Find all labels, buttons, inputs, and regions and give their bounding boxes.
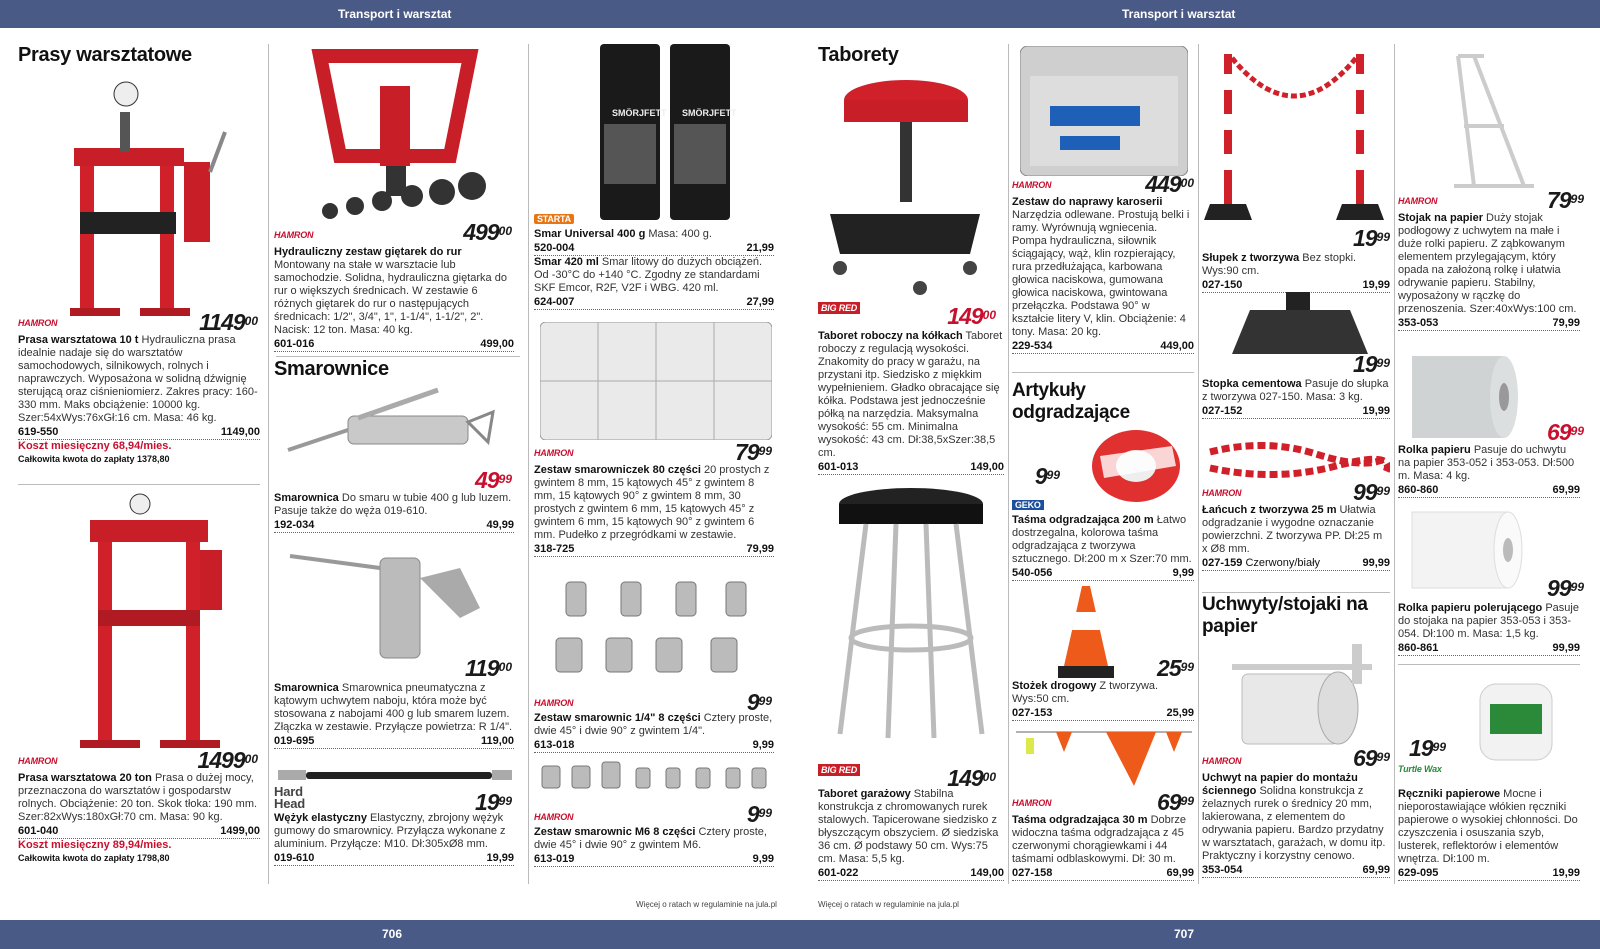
product-code-line[interactable]: 520-004 21,99 <box>534 242 774 254</box>
product-description: Wężyk elastyczny Elastyczny, zbrojony wężyk gumowy do smarownicy. Przyłącza wykonane z aluminium. Przyłącze: M10. Dł:305xØ8 mm. 019-610 19,99 <box>274 812 514 864</box>
price-tag: $9^{99}$ <box>1034 463 1060 489</box>
product-code-line[interactable]: 229-534 449,00 <box>1012 340 1194 352</box>
brand-logo-hamron: HAMRON <box>18 756 58 766</box>
product-code-line[interactable]: 624-007 27,99 <box>534 296 774 308</box>
price-tag: $25^{99}$ <box>1157 655 1194 681</box>
product-code-line[interactable]: 318-725 79,99 <box>534 543 774 555</box>
product-code-line[interactable]: 353-054 69,99 <box>1202 864 1390 876</box>
price-tag: $79^{99}$ <box>1547 187 1584 213</box>
brand-logo-hamron: HAMRON <box>534 812 574 822</box>
product-code-line[interactable]: 019-610 19,99 <box>274 852 514 864</box>
total-cost: Całkowita kwota do zapłaty 1798,80 <box>18 853 170 863</box>
wall-paper-holder-image <box>1232 644 1372 748</box>
grease-nipples-box-image <box>540 322 772 440</box>
product-code-line[interactable]: 027-152 19,99 <box>1202 405 1390 417</box>
product-description: Smarownica Smarownica pneumatyczna z kątowym uchwytem naboju, która może być stosowana z nabojami 400 g lub smarem luzem. Złączka w zestawie. Przyłącze powietrza: R 1/4". 019-695 119,00 <box>274 682 514 747</box>
product-description: Stożek drogowy Z tworzywa. Wys:50 cm. 027-153 25,99 <box>1012 680 1194 719</box>
monthly-cost: Koszt miesięczny 89,94/mies. <box>18 839 172 851</box>
brand-logo-hamron: HAMRON <box>1398 196 1438 206</box>
installment-note: Więcej o ratach w regulaminie na jula.pl <box>818 900 959 909</box>
product-description: Smar Universal 400 g Masa: 400 g. 520-004 21,99 Smar 420 ml Smar litowy do dużych obciążeń. Od -30°C do +140 °C. Zgodny ze standardami SKF Emcor, R2F, V2F i WBG. 420 ml. 624-007 27,99 <box>534 228 774 308</box>
pneumatic-grease-gun-image <box>280 538 510 668</box>
price-tag: $449^{00}$ <box>1145 171 1194 197</box>
monthly-cost: Koszt miesięczny 68,94/mies. <box>18 440 172 452</box>
divider <box>528 44 529 884</box>
price-tag: $99^{99}$ <box>1353 479 1390 505</box>
brand-logo-hamron: HAMRON <box>534 448 574 458</box>
product-description: Zestaw smarownic M6 8 części Cztery proste, dwie 45° i dwie 90° z gwintem M6. 613-019 9,99 <box>534 826 774 865</box>
product-code-line[interactable]: 019-695 119,00 <box>274 735 514 747</box>
product-description: Zestaw smarowniczek 80 części 20 prostych z gwintem 8 mm, 15 kątowych 45° z gwintem 8 mm, 15 kątowych 90° z gwintem 8 mm, 30 prostych z gwintem 6 mm, 15 kątowych 45° z gwintem 6 mm, 15 kątowych 90° z gwintem 6 mm. Pudełko z przegródkami w zestawie. 318-725 79,99 <box>534 464 774 555</box>
brand-logo-turtle: Turtle Wax <box>1398 764 1442 774</box>
brand-logo-starta: STARTA <box>534 214 574 224</box>
divider <box>1008 44 1009 884</box>
brand-logo-hamron: HAMRON <box>1012 180 1052 190</box>
divider <box>1394 44 1395 884</box>
grease-gun-image <box>278 382 508 472</box>
price-tag: $69^{99}$ <box>1353 745 1390 771</box>
divider <box>276 356 520 357</box>
price-tag: $49^{99}$ <box>475 467 512 493</box>
grease-nipples-1-4-image <box>546 578 766 688</box>
installment-note: Więcej o ratach w regulaminie na jula.pl <box>636 900 777 909</box>
product-description: Stopka cementowa Pasuje do słupka z tworzywa 027-150. Masa: 3 kg. 027-152 19,99 <box>1202 378 1390 417</box>
product-code-line[interactable]: 601-016 499,00 <box>274 338 514 350</box>
product-description: Prasa warsztatowa 10 t Hydrauliczna prasa idealnie nadaje się do warsztatów samochodowych, silnikowych, rolnych i naprawczych. Wyposażona w solidną dźwignię sterującą oraz ciśnieniomierz. Zakres pracy: 160-330 mm. Maks obciążenie: 10000 kg. Szer:54xWys:76xGł:16 cm. Masa: 46 kg. 619-550 1149,00 Koszt miesięczny 68,94/mies. Całkowita kwota do zapłaty 1378,80 <box>18 334 260 464</box>
price-tag: $149^{00}$ <box>947 765 996 791</box>
paper-stand-image <box>1444 46 1544 196</box>
page-header-left: Transport i warsztat <box>0 0 784 28</box>
grease-label: SMÖRJFETT <box>612 108 667 118</box>
product-code-line[interactable]: 601-022 149,00 <box>818 867 1004 879</box>
price-tag: 1499$^{00}$ <box>197 747 258 773</box>
product-description: Rolka papieru Pasuje do uchwytu na papier 353-052 i 353-053. Dł:500 m. Masa: 4 kg. 860-860 69,99 <box>1398 444 1580 496</box>
price-tag: $19^{99}$ <box>1353 225 1390 251</box>
grease-nipples-m6-image <box>538 760 772 792</box>
product-code-line[interactable]: 613-019 9,99 <box>534 853 774 865</box>
price-tag: $69^{99}$ <box>1157 789 1194 815</box>
price-tag: $19^{99}$ <box>1353 351 1390 377</box>
product-description: Taśma odgradzająca 30 m Dobrze widoczna taśma odgradzająca z 45 czerwonymi chorągiewkami i 44 taśmami odblaskowymi. Dł: 30 m. 027-158 69,99 <box>1012 814 1194 879</box>
product-code-line[interactable]: 860-861 99,99 <box>1398 642 1580 654</box>
product-description: Zestaw smarownic 1/4" 8 części Cztery proste, dwie 45° i dwie 90° z gwintem 1/4". 613-018 9,99 <box>534 712 774 751</box>
paper-towels-image <box>1476 674 1556 762</box>
brand-logo-hardhead: Hard Head <box>274 784 305 811</box>
brand-logo-hamron: HAMRON <box>18 318 58 328</box>
hose-image <box>278 764 514 786</box>
traffic-cone-image <box>1056 586 1116 682</box>
price-tag: $19^{99}$ <box>1409 735 1446 761</box>
product-description: Stojak na papier Duży stojak podłogowy z uchwytem na małe i duże rolki papieru. Z ząbkowanym elementem przylegającym, który opada na założoną rolkę i ułatwia odrywanie papieru. Stabilny, wyposażony w rączkę do przenoszenia. Szer:40xWys:100 cm. 353-053 79,99 <box>1398 212 1580 329</box>
price-tag: $499^{00}$ <box>463 219 512 245</box>
product-code-line[interactable]: 601-013 149,00 <box>818 461 1004 473</box>
price-tag: 1149$^{00}$ <box>199 309 258 335</box>
product-code-line[interactable]: 353-053 79,99 <box>1398 317 1580 329</box>
page-number-right: 707 <box>784 920 1600 949</box>
section-title-uchwyty: Uchwyty/stojaki na papier <box>1202 594 1368 637</box>
price-tag: $9^{99}$ <box>746 689 772 715</box>
product-description: Taśma odgradzająca 200 m Łatwo dostrzegalna, kolorowa taśma odgradzająca z tworzywa sztucznego. Dł:200 m x Szer:70 mm. 540-056 9,99 <box>1012 514 1194 579</box>
price-tag: $99^{99}$ <box>1547 575 1584 601</box>
divider <box>1398 664 1580 665</box>
divider <box>1202 592 1390 593</box>
product-description: Taboret garażowy Stabilna konstrukcja z chromowanych rurek stalowych. Tapicerowane siedzisko z błyszczącym obszyciem. Ø siedziska 36 cm. Ø podstawy 50 cm. Wys:75 cm. Masa: 5,5 kg. 601-022 149,00 <box>818 788 1004 879</box>
product-description: Smarownica Do smaru w tubie 400 g lub luzem. Pasuje także do węża 019-610. 192-034 49,99 <box>274 492 514 531</box>
brand-logo-hamron: HAMRON <box>534 698 574 708</box>
grease-tubes-image <box>590 44 740 220</box>
body-repair-kit-image <box>1020 46 1188 176</box>
price-tag: $119^{00}$ <box>464 655 512 681</box>
product-description: Łańcuch z tworzywa 25 m Ułatwia odgradzanie i wygodne oznaczanie powierzchni. Z tworzywa PP. Dł:25 m x Ø8 mm. 027-159 Czerwony/biały 99,99 <box>1202 504 1390 569</box>
product-description: Słupek z tworzywa Bez stopki. Wys:90 cm. 027-150 19,99 <box>1202 252 1390 291</box>
plastic-chain-image <box>1206 438 1390 482</box>
page-number-left: 706 <box>0 920 784 949</box>
price-tag: $79^{99}$ <box>735 439 772 465</box>
brand-logo-hamron: HAMRON <box>1202 488 1242 498</box>
page-header-right: Transport i warsztat <box>784 0 1600 28</box>
brand-logo-bigred: BIG RED <box>818 764 860 776</box>
section-title-prasy: Prasy warsztatowe <box>18 44 192 66</box>
product-description: Hydrauliczny zestaw giętarek do rur Montowany na stałe w warsztacie lub samochodzie. Solidna, hydrauliczna giętarka do rur o większych średnicach. W zestawie 6 różnych giętarek do rur o następujących średnicach: 1/2", 3/4", 1", 1-1/4", 1-1/2", 2". Nacisk: 12 ton. Masa: 40 kg. 601-016 499,00 <box>274 246 514 350</box>
press-10t-image <box>60 72 230 322</box>
product-description: Zestaw do naprawy karoserii Narzędzia odlewane. Prostują belki i ramy. Wyrównują wgniecenia. Pompa hydrauliczna, siłownik ściągający, wąż, klin rozpierający, rura przedłużająca, karbowana głowica naciskowa, gumowana głowica naciskowa, gwintowana przełączka. Podstawa 90° w kształcie litery V, klin. Obciążenie: 4 tony. Masa: 20 kg. 229-534 449,00 <box>1012 196 1194 352</box>
brand-logo-hamron: HAMRON <box>1012 798 1052 808</box>
product-code-line[interactable]: 613-018 9,99 <box>534 739 774 751</box>
product-code-line[interactable]: 027-150 19,99 <box>1202 279 1390 291</box>
garage-stool-image <box>826 488 996 744</box>
divider <box>1198 44 1199 884</box>
paper-roll-image <box>1406 352 1526 442</box>
brand-logo-geko: GEKO <box>1012 500 1044 510</box>
product-description: Ręczniki papierowe Mocne i nieporostawiające włókien ręczniki papierowe o wysokiej chłonności. Do czyszczenia i osuszania szyb, lusterek, reflektorów i elementów wnętrza. Dł:100 m. 629-095 19,99 <box>1398 788 1580 879</box>
section-title-taborety: Taborety <box>818 44 899 66</box>
press-20t-image <box>70 490 240 752</box>
product-code-line[interactable]: 540-056 9,99 <box>1012 567 1194 579</box>
divider <box>18 484 260 485</box>
product-description: Taboret roboczy na kółkach Taboret roboczy z regulacją wysokości. Znakomity do pracy w garażu, na przystani itp. Siedzisko z miękkim wypełnieniem. Gładko obracające się kółka. Podstawa jest jednocześnie półką na narzędzia. Maksymalna wysokość: 55 cm. Minimalna wysokość: 43 cm. Dł:38,5xSzer:38,5 cm. 601-013 149,00 <box>818 330 1004 473</box>
product-code-line[interactable]: 027-159 Czerwony/biały 99,99 <box>1202 557 1390 569</box>
brand-logo-hamron: HAMRON <box>274 230 314 240</box>
rolling-stool-image <box>820 74 990 304</box>
product-description: Rolka papieru polerującego Pasuje do stojaka na papier 353-053 i 353-054. Dł:100 m. Masa: 1,5 kg. 860-861 99,99 <box>1398 602 1580 654</box>
price-tag: $9^{99}$ <box>746 801 772 827</box>
product-description: Uchwyt na papier do montażu ściennego Solidna konstrukcja z żelaznych rurek o średnicy 20 mm, lakierowana, z elementem do odrywania papieru. Bardzo przydatny w warsztatach, garażach, w domu itp. Praktyczny i korzystny cenowo. 353-054 69,99 <box>1202 772 1390 876</box>
flag-tape-image <box>1016 726 1192 796</box>
product-code-line[interactable]: 629-095 19,99 <box>1398 867 1580 879</box>
product-code-line[interactable]: 601-040 1499,00 <box>18 825 260 837</box>
price-tag: $19^{99}$ <box>475 789 512 815</box>
grease-label: SMÖRJFETT <box>682 108 737 118</box>
product-code-line[interactable]: 192-034 49,99 <box>274 519 514 531</box>
barrier-posts-image <box>1204 44 1390 224</box>
divider <box>268 44 269 884</box>
pipe-bender-image <box>300 46 490 226</box>
product-code-line[interactable]: 619-550 1149,00 <box>18 426 260 438</box>
section-title-smarownice: Smarownice <box>274 358 389 380</box>
product-description: Prasa warsztatowa 20 ton Prasa o dużej mocy, przeznaczona do warsztatów i gospodarstw rolnych. Obciążenie: 20 ton. Skok tłoka: 190 mm. Szer:82xWys:180xGł:70 cm. Masa: 90 kg. 601-040 1499,00 Koszt miesięczny 89,94/mies. Całkowita kwota do zapłaty 1798,80 <box>18 772 260 863</box>
product-code-line[interactable]: 027-158 69,99 <box>1012 867 1194 879</box>
brand-logo-hamron: HAMRON <box>1202 756 1242 766</box>
price-tag: $149^{00}$ <box>947 303 996 329</box>
barrier-tape-image <box>1086 426 1192 506</box>
brand-logo-bigred: BIG RED <box>818 302 860 314</box>
divider <box>1012 372 1194 373</box>
price-tag: $69^{99}$ <box>1547 419 1584 445</box>
product-code-line[interactable]: 860-860 69,99 <box>1398 484 1580 496</box>
section-title-artykuly: Artykuły odgradzające <box>1012 380 1130 423</box>
product-code-line[interactable]: 027-153 25,99 <box>1012 707 1194 719</box>
total-cost: Całkowita kwota do zapłaty 1378,80 <box>18 454 170 464</box>
